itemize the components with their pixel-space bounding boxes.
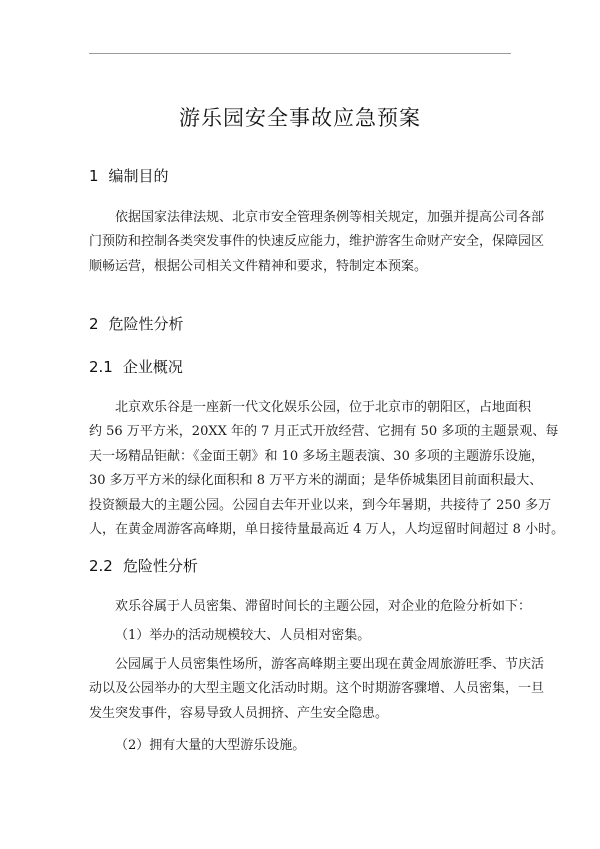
section-1-title: 编制目的 xyxy=(108,167,169,185)
section-1-heading xyxy=(89,166,169,186)
section-1-paragraph xyxy=(89,206,545,279)
hazard-item-2: （2）拥有大量的大型游乐设施。 xyxy=(115,738,306,753)
section-2-title: 危险性分析 xyxy=(108,315,184,333)
paragraph-line: 门预防和控制各类突发事件的快速反应能力，维护游客生命财产安全，保障园区 xyxy=(89,234,545,250)
header-rule xyxy=(89,53,511,54)
paragraph-line: 顺畅运营，根据公司相关文件精神和要求，特制定本预案。 xyxy=(89,258,428,274)
paragraph-line: 投资额最大的主题公园。公园自去年开业以来，到今年暑期，共接待了 250 多万 xyxy=(89,497,552,513)
section-2-heading xyxy=(89,314,184,334)
section-2-1-paragraph xyxy=(89,396,565,542)
section-2-2-paragraph xyxy=(89,653,545,726)
paragraph-line: 30 多万平方米的绿化面积和 8 万平方米的湖面；是华侨城集团目前面积最大、 xyxy=(89,473,543,489)
section-2-2-intro: 欢乐谷属于人员密集、滞留时间长的主题公园，对企业的危险分析如下： xyxy=(115,599,532,614)
paragraph-line: 动以及公园举办的大型主题文化活动时期。这个时期游客骤增、人员密集，一旦 xyxy=(89,681,545,697)
paragraph-line: 天一场精品钜献：《金面王朝》和 10 多场主题表演、30 多项的主题游乐设施， xyxy=(89,448,544,464)
document-title: 游乐园安全事故应急预案 xyxy=(179,106,421,130)
section-2-1-heading xyxy=(89,357,183,377)
section-1-number: 1 xyxy=(89,167,99,185)
section-2-2-heading xyxy=(89,556,198,576)
paragraph-line: 依据国家法律法规、北京市安全管理条例等相关规定，加强并提高公司各部 xyxy=(115,210,545,225)
section-2-2-title: 危险性分析 xyxy=(122,557,198,575)
section-2-2-number: 2.2 xyxy=(89,557,113,575)
section-2-number: 2 xyxy=(89,315,99,333)
section-2-1-number: 2.1 xyxy=(89,358,113,376)
paragraph-line: 人，在黄金周游客高峰期，单日接待量最高近 4 万人，人均逗留时间超过 8 小时。 xyxy=(89,522,565,538)
paragraph-line: 发生突发事件，容易导致人员拥挤、产生安全隐患。 xyxy=(89,705,389,721)
section-2-1-title: 企业概况 xyxy=(122,358,183,376)
hazard-item-1: （1）举办的活动规模较大、人员相对密集。 xyxy=(115,628,371,643)
paragraph-line: 北京欢乐谷是一座新一代文化娱乐公园，位于北京市的朝阳区，占地面积 xyxy=(115,400,532,415)
paragraph-line: 约 56 万平方米，20XX 年的 7 月正式开放经营、它拥有 50 多项的主题景观、每 xyxy=(89,424,559,440)
paragraph-line: 公园属于人员密集性场所，游客高峰期主要出现在黄金周旅游旺季、节庆活 xyxy=(115,657,545,672)
